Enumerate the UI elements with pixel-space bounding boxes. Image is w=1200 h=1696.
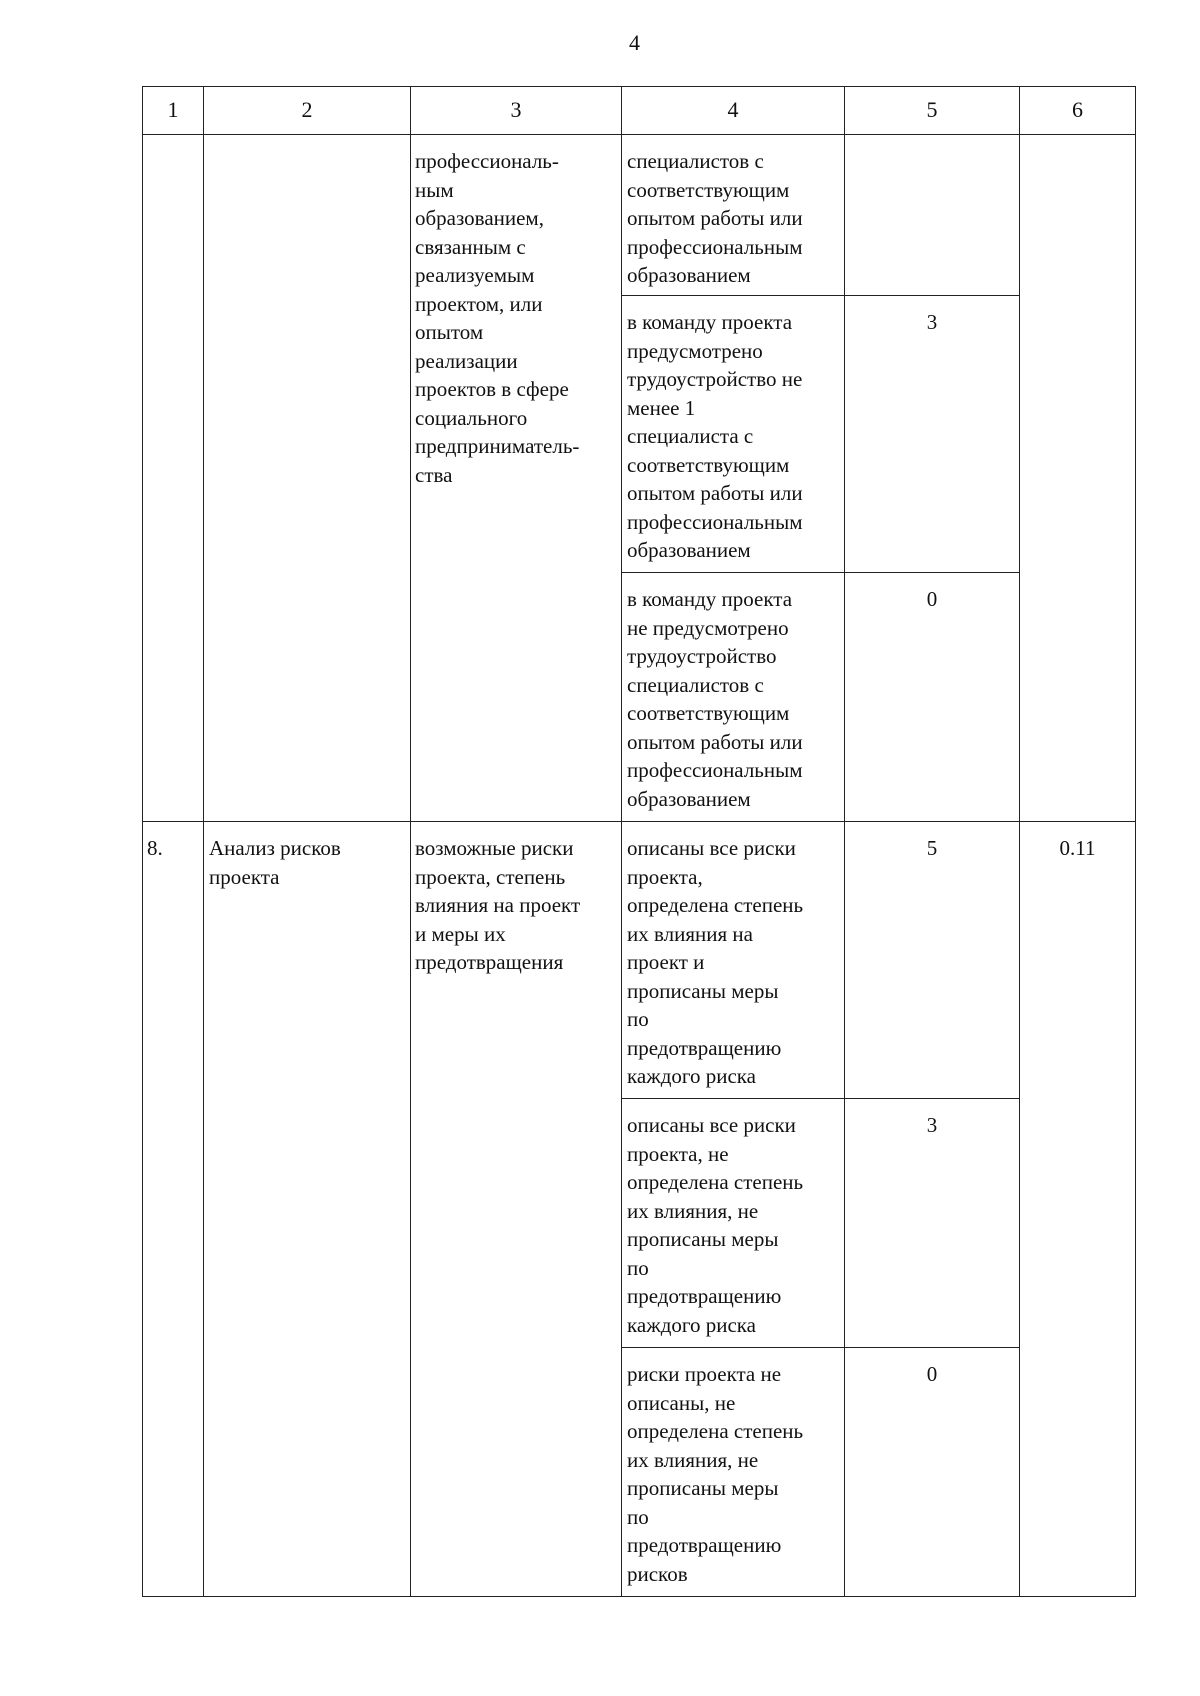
text-line: образованием <box>627 263 751 287</box>
text-line: специалистов с <box>627 672 764 697</box>
text-line: по <box>627 1504 649 1529</box>
criterion-number: 8. <box>147 836 163 860</box>
text-line: социального <box>415 405 528 430</box>
score-cell <box>845 135 1020 296</box>
text-line: описаны все риски <box>627 1113 796 1137</box>
text-line: описаны, не <box>627 1390 736 1415</box>
text-line: не предусмотрено <box>627 615 789 640</box>
column-number: 4 <box>622 87 845 135</box>
option-text <box>622 1348 844 1588</box>
column-number: 6 <box>1020 87 1136 135</box>
text-line: специалиста с <box>627 424 754 448</box>
score-value: 0 <box>926 587 938 611</box>
text-line: проекта <box>209 864 280 889</box>
text-line: опытом <box>415 320 484 344</box>
criterion-name-cell <box>204 822 411 1597</box>
score-value: 0 <box>926 1362 938 1386</box>
text-line: предотвращению <box>627 1035 782 1060</box>
text-line: проект и <box>627 950 705 974</box>
text-line: профессиональным <box>627 509 803 534</box>
text-line: прописаны меры <box>627 1227 779 1251</box>
text-line: профессиональ- <box>415 149 559 173</box>
score-cell <box>845 1348 1020 1597</box>
text-line: ным <box>415 177 454 202</box>
criteria-table <box>142 86 1136 1597</box>
option-text <box>622 573 844 813</box>
text-line: и меры их <box>415 921 506 946</box>
text-line: соответствующим <box>627 701 790 725</box>
column-number: 3 <box>411 87 622 135</box>
score-value: 3 <box>926 1113 938 1137</box>
text-line: влияния на проект <box>415 893 581 917</box>
text-line: каждого риска <box>627 1312 757 1337</box>
text-line: Анализ рисков <box>209 836 341 860</box>
text-line: риски проекта не <box>627 1362 782 1386</box>
criterion-number-cell <box>143 822 204 1597</box>
option-cell <box>622 573 845 822</box>
text-line: проектов в сфере <box>415 377 569 401</box>
criterion-name <box>204 822 410 891</box>
text-line: предотвращению <box>627 1533 782 1557</box>
text-line: связанным с <box>415 234 526 259</box>
text-line: образованием <box>627 538 751 562</box>
score-value: 5 <box>926 836 938 860</box>
option-cell <box>622 1099 845 1348</box>
text-line: в команду проекта <box>627 587 793 611</box>
option-text <box>622 822 844 1091</box>
text-line: профессиональным <box>627 758 803 782</box>
text-line: проектом, или <box>415 291 543 316</box>
score-cell <box>845 573 1020 822</box>
page-number: 4 <box>629 30 640 55</box>
text-line: проекта, не <box>627 1141 729 1166</box>
text-line: предприниматель- <box>415 434 580 458</box>
text-line: предотвращению <box>627 1284 782 1308</box>
option-text <box>622 135 844 290</box>
table-row <box>143 822 1136 1099</box>
text-line: каждого риска <box>627 1064 757 1088</box>
text-line: прописаны меры <box>627 978 779 1003</box>
text-line: опытом работы или <box>627 729 803 754</box>
text-line: трудоустройство не <box>627 367 803 391</box>
weight-cell <box>1020 822 1136 1597</box>
text-line: проекта, степень <box>415 864 566 889</box>
option-cell <box>622 296 845 573</box>
weight-cell <box>1020 135 1136 822</box>
indicator-text <box>411 135 621 489</box>
text-line: опытом работы или <box>627 206 803 230</box>
indicator-cell <box>411 822 622 1597</box>
text-line: менее 1 <box>627 395 696 420</box>
score-cell <box>845 822 1020 1099</box>
criterion-name-cell <box>204 135 411 822</box>
score-value <box>845 135 1019 147</box>
text-line: специалистов с <box>627 149 764 173</box>
text-line: соответствующим <box>627 452 790 477</box>
column-number: 2 <box>204 87 411 135</box>
text-line: ства <box>415 462 453 487</box>
text-line: трудоустройство <box>627 644 777 668</box>
text-line: образованием <box>627 786 751 811</box>
text-line: проекта, <box>627 864 703 889</box>
column-number: 1 <box>143 87 204 135</box>
indicator-text <box>411 822 621 977</box>
text-line: по <box>627 1007 649 1031</box>
text-line: описаны все риски <box>627 836 796 860</box>
column-number: 5 <box>845 87 1020 135</box>
text-line: реализации <box>415 348 518 373</box>
option-text <box>622 296 844 565</box>
column-number-row <box>143 87 1136 135</box>
criterion-number-cell <box>143 135 204 822</box>
text-line: возможные риски <box>415 836 574 860</box>
text-line: определена степень <box>627 1419 804 1443</box>
score-cell <box>845 1099 1020 1348</box>
text-line: предусмотрено <box>627 338 763 363</box>
score-cell <box>845 296 1020 573</box>
text-line: определена степень <box>627 1170 804 1194</box>
text-line: соответствующим <box>627 177 790 202</box>
option-text <box>622 1099 844 1339</box>
text-line: их влияния на <box>627 921 753 946</box>
option-cell <box>622 822 845 1099</box>
text-line: определена степень <box>627 893 804 917</box>
option-cell <box>622 1348 845 1597</box>
text-line: опытом работы или <box>627 481 803 505</box>
text-line: их влияния, не <box>627 1447 759 1472</box>
text-line: профессиональным <box>627 234 803 259</box>
weight-value: 0.11 <box>1059 836 1096 860</box>
text-line: по <box>627 1255 649 1280</box>
table-row <box>143 135 1136 296</box>
text-line: их влияния, не <box>627 1198 759 1223</box>
option-cell <box>622 135 845 296</box>
text-line: в команду проекта <box>627 310 793 334</box>
text-line: реализуемым <box>415 263 535 287</box>
text-line: предотвращения <box>415 950 564 974</box>
text-line: рисков <box>627 1561 688 1586</box>
indicator-cell <box>411 135 622 822</box>
score-value: 3 <box>926 310 938 334</box>
text-line: прописаны меры <box>627 1476 779 1500</box>
text-line: образованием, <box>415 206 544 230</box>
